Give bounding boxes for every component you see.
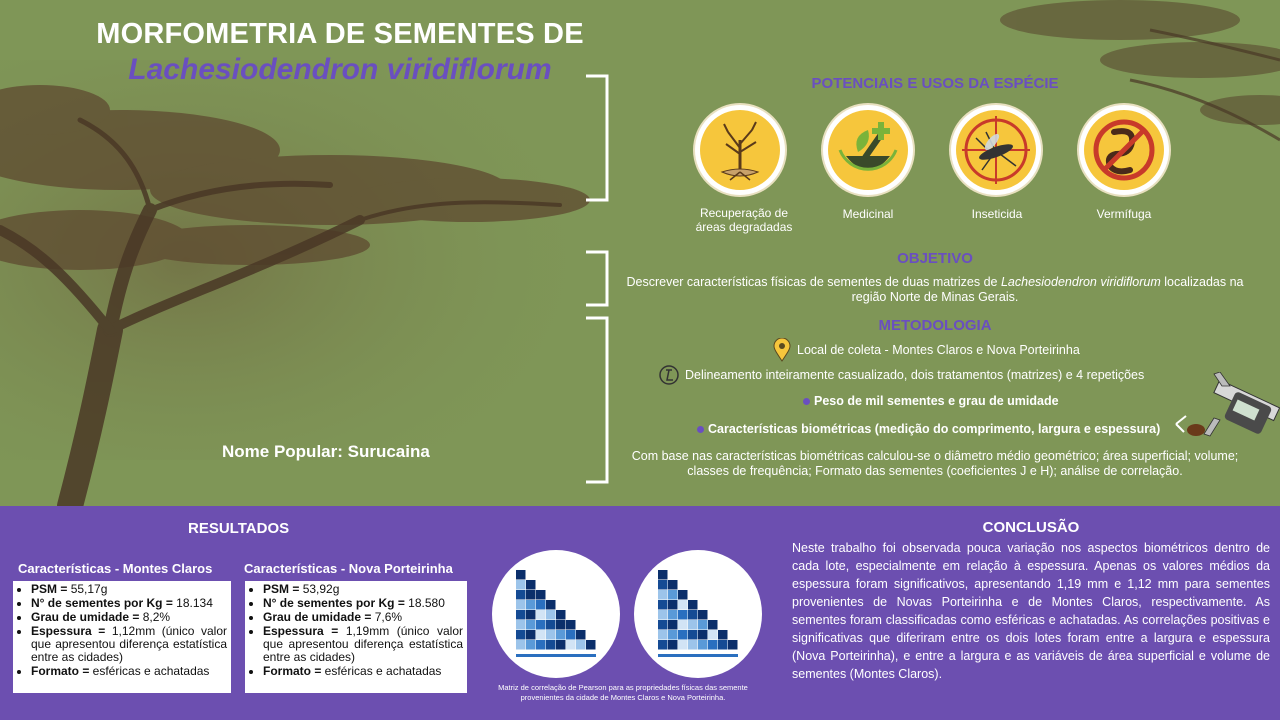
heatmap-cell bbox=[566, 630, 576, 640]
location-pin-icon bbox=[773, 338, 791, 362]
section-brackets bbox=[583, 72, 613, 490]
heatmap-cell bbox=[668, 620, 678, 630]
heatmap-cell bbox=[536, 630, 546, 640]
heatmap-cell bbox=[516, 610, 526, 620]
heatmap-cell bbox=[668, 600, 678, 610]
heatmap-cell bbox=[688, 620, 698, 630]
heatmap-cell bbox=[728, 640, 738, 650]
heatmap-cell bbox=[546, 600, 556, 610]
list-item: • Espessura = 1,19mm (único valor que apresentou diferença estatística entre as cidades) bbox=[263, 625, 463, 664]
heatmap-cell bbox=[668, 630, 678, 640]
heatmap-cell bbox=[658, 580, 668, 590]
list-item: • Grau de umidade = 7,6% bbox=[263, 611, 463, 624]
metodologia-heading: METODOLOGIA bbox=[878, 317, 992, 334]
matrix-caption: Matriz de correlação de Pearson para as propriedades físicas das semente provenientes da cidade de Montes Claros e Nova Porteirinha. bbox=[498, 683, 748, 702]
nova-porteirinha-card bbox=[245, 581, 467, 693]
potencial-item-recuperacao bbox=[695, 105, 785, 195]
heatmap-cell bbox=[556, 640, 566, 650]
heatmap-cell bbox=[556, 610, 566, 620]
montes-claros-list bbox=[17, 583, 227, 678]
heatmap-cell bbox=[658, 640, 668, 650]
heatmap-colorbar bbox=[516, 654, 596, 657]
heatmap-cell bbox=[556, 620, 566, 630]
mortar-leaf-icon bbox=[828, 110, 908, 190]
heatmap-cell bbox=[526, 600, 536, 610]
heatmap-cell bbox=[678, 630, 688, 640]
heatmap-cell bbox=[566, 640, 576, 650]
design-symbol-icon bbox=[658, 364, 680, 386]
list-item: • Formato = esféricas e achatadas bbox=[263, 665, 463, 678]
list-item: • PSM = 55,17g bbox=[31, 583, 227, 596]
heatmap-cell bbox=[698, 630, 708, 640]
heatmap-cell bbox=[688, 610, 698, 620]
heatmap-colorbar bbox=[658, 654, 738, 657]
heatmap-cell bbox=[516, 640, 526, 650]
potencial-label-vermifuga: Vermífuga bbox=[1096, 207, 1152, 221]
metodologia-calculos: Com base nas características biométricas calculou-se o diâmetro médio geométrico; área superficial; volume; classes de frequência; Formato das sementes (coeficientes J e H); análise de correlação. bbox=[631, 449, 1239, 478]
heatmap-cell bbox=[526, 590, 536, 600]
list-item: • Formato = esféricas e achatadas bbox=[31, 665, 227, 678]
tree-roots-icon bbox=[700, 110, 780, 190]
heatmap-cell bbox=[718, 640, 728, 650]
heatmap-cell bbox=[516, 570, 526, 580]
heatmap-cell bbox=[546, 610, 556, 620]
heatmap-cell bbox=[678, 620, 688, 630]
potencial-label-inseticida: Inseticida bbox=[971, 207, 1023, 221]
montes-claros-heading: Características - Montes Claros bbox=[18, 561, 213, 576]
list-item: • N° de sementes por Kg = 18.134 bbox=[31, 597, 227, 610]
objetivo-text: Descrever características físicas de sementes de duas matrizes de Lachesiodendron viridiflorum localizadas na região Norte de Minas Gerais. bbox=[626, 275, 1244, 304]
heatmap-cell bbox=[526, 580, 536, 590]
heatmap-cell bbox=[658, 600, 668, 610]
heatmap-cell bbox=[516, 600, 526, 610]
metodologia-peso: Peso de mil sementes e grau de umidade bbox=[803, 394, 1059, 408]
heatmap-cell bbox=[516, 580, 526, 590]
potencial-label-recuperacao: Recuperação de áreas degradadas bbox=[695, 206, 793, 234]
resultados-heading: RESULTADOS bbox=[188, 520, 290, 537]
heatmap-cell bbox=[526, 640, 536, 650]
heatmap-cell bbox=[688, 630, 698, 640]
heatmap-cell bbox=[678, 640, 688, 650]
heatmap-cell bbox=[668, 580, 678, 590]
heatmap-cell bbox=[708, 640, 718, 650]
poster-title: MORFOMETRIA DE SEMENTES DE bbox=[96, 18, 584, 50]
heatmap-cell bbox=[678, 600, 688, 610]
list-item: • Grau de umidade = 8,2% bbox=[31, 611, 227, 624]
heatmap-cell bbox=[576, 640, 586, 650]
heatmap-cell bbox=[526, 630, 536, 640]
heatmap-cell bbox=[698, 620, 708, 630]
heatmap-cell bbox=[576, 630, 586, 640]
heatmap-cell bbox=[536, 620, 546, 630]
heatmap-cell bbox=[526, 620, 536, 630]
heatmap-cell bbox=[566, 620, 576, 630]
correlation-heatmap-graphic bbox=[648, 570, 748, 660]
heatmap-cell bbox=[718, 630, 728, 640]
heatmap-cell bbox=[658, 610, 668, 620]
correlation-matrix-montes-claros bbox=[492, 550, 620, 678]
heatmap-cell bbox=[698, 640, 708, 650]
heatmap-cell bbox=[698, 610, 708, 620]
metodologia-local: Local de coleta - Montes Claros e Nova Porteirinha bbox=[797, 343, 1080, 357]
heatmap-cell bbox=[658, 630, 668, 640]
heatmap-cell bbox=[526, 610, 536, 620]
list-item: • PSM = 53,92g bbox=[263, 583, 463, 596]
conclusao-text: Neste trabalho foi observada pouca variação nos aspectos biométricos dentro de cada lote, especialmente em relação à espessura. Apenas os valores médios da espessura foram significativos, apresentando 1,19 mm e 1,12 mm para sementes provenientes de Novas Porteirinha e de Montes Claros, respectivamente. As sementes foram classificadas como esféricas e achatadas. As correlações positivas e significativas que diferiram entre os dois lotes foram entre a largura e espessura (Nova Porteirinha), e entre a largura e as variáveis de área superficial e volume de sementes (Montes Claros). bbox=[792, 541, 1270, 681]
heatmap-cell bbox=[536, 600, 546, 610]
mosquito-target-icon bbox=[956, 110, 1036, 190]
bullet-dot bbox=[803, 398, 810, 405]
heatmap-cell bbox=[688, 600, 698, 610]
popular-name: Nome Popular: Surucaina bbox=[222, 442, 430, 461]
heatmap-cell bbox=[678, 590, 688, 600]
metodologia-biometricas: Características biométricas (medição do comprimento, largura e espessura) bbox=[697, 422, 1160, 436]
heatmap-cell bbox=[586, 640, 596, 650]
montes-claros-card bbox=[13, 581, 231, 693]
potencial-item-medicinal bbox=[823, 105, 913, 195]
list-item: • Espessura = 1,12mm (único valor que apresentou diferença estatística entre as cidades) bbox=[31, 625, 227, 664]
heatmap-cell bbox=[536, 640, 546, 650]
heatmap-cell bbox=[516, 590, 526, 600]
potencial-item-inseticida bbox=[951, 105, 1041, 195]
heatmap-cell bbox=[708, 620, 718, 630]
heatmap-cell bbox=[546, 620, 556, 630]
heatmap-cell bbox=[516, 620, 526, 630]
heatmap-cell bbox=[658, 590, 668, 600]
bottom-panel bbox=[0, 506, 1280, 720]
heatmap-cell bbox=[536, 590, 546, 600]
heatmap-cell bbox=[536, 610, 546, 620]
heatmap-cell bbox=[688, 640, 698, 650]
nova-porteirinha-heading: Características - Nova Porteirinha bbox=[244, 561, 453, 576]
potencial-item-vermifuga bbox=[1079, 105, 1169, 195]
nova-porteirinha-list bbox=[249, 583, 463, 678]
heatmap-cell bbox=[546, 630, 556, 640]
correlation-matrix-nova-porteirinha bbox=[634, 550, 762, 678]
no-worm-icon bbox=[1084, 110, 1164, 190]
heatmap-cell bbox=[658, 620, 668, 630]
potencial-label-medicinal: Medicinal bbox=[842, 207, 894, 221]
heatmap-cell bbox=[678, 610, 688, 620]
metodologia-delineamento: Delineamento inteiramente casualizado, dois tratamentos (matrizes) e 4 repetições bbox=[685, 368, 1145, 382]
potenciais-heading: POTENCIAIS E USOS DA ESPÉCIE bbox=[811, 75, 1059, 92]
heatmap-cell bbox=[516, 630, 526, 640]
list-item: • N° de sementes por Kg = 18.580 bbox=[263, 597, 463, 610]
conclusao-heading: CONCLUSÃO bbox=[982, 519, 1080, 536]
species-title: Lachesiodendron viridiflorum bbox=[128, 53, 552, 86]
heatmap-cell bbox=[556, 630, 566, 640]
heatmap-cell bbox=[668, 640, 678, 650]
heatmap-cell bbox=[546, 640, 556, 650]
correlation-heatmap-graphic bbox=[506, 570, 606, 660]
bullet-dot bbox=[697, 426, 704, 433]
heatmap-cell bbox=[668, 590, 678, 600]
heatmap-cell bbox=[708, 630, 718, 640]
objetivo-heading: OBJETIVO bbox=[897, 250, 973, 267]
heatmap-cell bbox=[668, 610, 678, 620]
heatmap-cell bbox=[658, 570, 668, 580]
